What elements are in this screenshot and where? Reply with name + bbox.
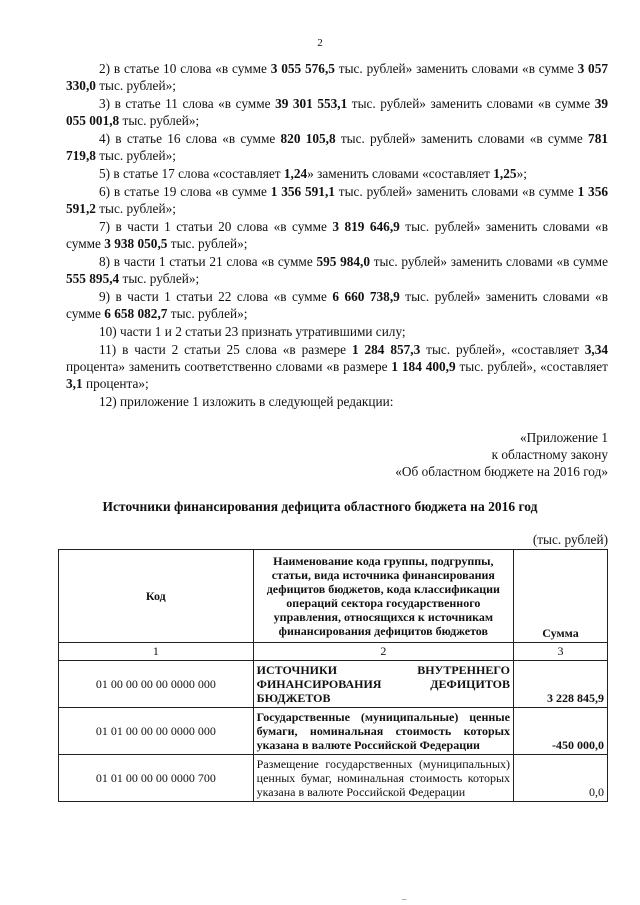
amendment-text: 8) в части 1 статьи 21 слова «в сумме [99, 254, 317, 269]
amount-value: 39 055 001,8 [66, 96, 609, 128]
amount-value: 3 938 050,5 [104, 236, 168, 251]
amount-value: 781 719,8 [66, 131, 608, 163]
header-name: Наименование кода группы, подгруппы, статьи, вида источника финансирования дефицитов бюджетов, кода классификации операций сектора государственного управления, относящихся к источникам финансирования дефицитов бюджетов [253, 550, 513, 643]
row-sum: 0,0 [514, 755, 608, 802]
amount-value: 1 356 591,2 [66, 184, 609, 216]
unit-label: (тыс. рублей) [532, 532, 608, 547]
row-name: ИСТОЧНИКИ ВНУТРЕННЕГО ФИНАНСИРОВАНИЯ ДЕФИЦИТОВ БЮДЖЕТОВ [253, 661, 513, 708]
amendment-text: »; [516, 166, 527, 181]
amendment-text: 11) в части 2 статьи 25 слова «в размере [99, 342, 352, 357]
amendment-text: тыс. рублей» заменить словами «в сумме [335, 131, 589, 146]
amendment-text: 4) в статье 16 слова «в сумме [99, 131, 281, 146]
amendment-text: 2) в статье 10 слова «в сумме [99, 61, 271, 76]
amendment-text: тыс. рублей», «составляет [455, 359, 608, 374]
amount-value: 6 658 082,7 [104, 306, 168, 321]
amendment-text: тыс. рублей»; [95, 201, 176, 216]
amendment-text: 7) в части 1 статьи 20 слова «в сумме [99, 219, 333, 234]
table-row [59, 661, 608, 708]
amendment-item [66, 253, 608, 287]
amendment-item [66, 183, 608, 217]
amendment-item [66, 218, 608, 252]
amount-value: 1 284 857,3 [351, 342, 421, 357]
appendix-line: «Приложение 1 [520, 430, 608, 445]
amount-value: 595 984,0 [316, 254, 371, 269]
amount-value: 1 356 591,1 [270, 184, 335, 199]
amendment-item [66, 393, 608, 410]
amount-value: 555 895,4 [66, 271, 120, 286]
row-code: 01 01 00 00 00 0000 700 [59, 755, 254, 802]
amendment-text: тыс. рублей» заменить словами «в сумме [66, 219, 608, 251]
appendix-line: к областному закону [491, 447, 608, 462]
amendment-text: тыс. рублей»; [119, 271, 200, 286]
amount-value: 39 301 553,1 [275, 96, 348, 111]
amendment-text: тыс. рублей» заменить словами «в сумме [347, 96, 595, 111]
amendment-text: процента»; [82, 376, 149, 391]
amendment-text: тыс. рублей»; [167, 236, 248, 251]
table-row [59, 708, 608, 755]
appendix-line: «Об областном бюджете на 2016 год» [395, 464, 608, 479]
amendment-text: 6) в статье 19 слова «в сумме [99, 184, 271, 199]
scan-mark: _ [402, 891, 407, 901]
amendment-text: 12) приложение 1 изложить в следующей редакции: [99, 394, 394, 409]
column-number: 1 [59, 643, 254, 661]
amendment-item [66, 95, 608, 129]
header-sum: Сумма [514, 550, 608, 643]
amendment-text: 3) в статье 11 слова «в сумме [99, 96, 276, 111]
amendment-text: процента» заменить соответственно словами «в размере [66, 359, 392, 374]
amount-value: 1,25 [493, 166, 517, 181]
amendment-item [66, 130, 608, 164]
page-number: 2 [317, 37, 323, 49]
row-name: Государственные (муниципальные) ценные бумаги, номинальная стоимость которых указана в валюте Российской Федерации [253, 708, 513, 755]
column-number-row [59, 643, 608, 661]
amount-value: 3 055 576,5 [270, 61, 335, 76]
amount-value: 1,24 [283, 166, 308, 181]
table-row [59, 755, 608, 802]
amendments-list [66, 60, 608, 411]
amount-value: 3 819 646,9 [332, 219, 400, 234]
row-code: 01 01 00 00 00 0000 000 [59, 708, 254, 755]
row-code: 01 00 00 00 00 0000 000 [59, 661, 254, 708]
amendment-text: тыс. рублей» заменить словами «в сумме [370, 254, 608, 269]
amendment-text: тыс. рублей» заменить словами «в сумме [66, 289, 608, 321]
amendment-text: тыс. рублей»; [95, 78, 176, 93]
amendment-text: тыс. рублей» заменить словами «в сумме [334, 61, 578, 76]
amendment-item [66, 323, 608, 340]
row-name: Размещение государственных (муниципальных) ценных бумаг, номинальная стоимость которых указана в валюте Российской Федерации [253, 755, 513, 802]
amendment-text: 5) в статье 17 слова «составляет [99, 166, 284, 181]
amount-value: 820 105,8 [280, 131, 336, 146]
amendment-item [66, 165, 608, 182]
amendment-item [66, 341, 608, 392]
amount-value: 6 660 738,9 [332, 289, 400, 304]
column-number: 2 [253, 643, 513, 661]
amendment-text: 9) в части 1 статьи 22 слова «в сумме [99, 289, 333, 304]
amendment-text: тыс. рублей»; [167, 306, 248, 321]
appendix-reference [308, 429, 608, 480]
amendment-text: тыс. рублей»; [95, 148, 176, 163]
row-sum: -450 000,0 [514, 708, 608, 755]
amount-value: 3,1 [66, 376, 83, 391]
document-title: Источники финансирования дефицита областного бюджета на 2016 год [102, 499, 538, 514]
amendment-text: тыс. рублей» заменить словами «в сумме [334, 184, 578, 199]
financing-sources-table [58, 549, 608, 802]
amount-value: 3,34 [584, 342, 608, 357]
amendment-item [66, 288, 608, 322]
amount-value: 3 057 330,0 [66, 61, 609, 93]
amendment-text: тыс. рублей»; [119, 113, 200, 128]
row-sum: 3 228 845,9 [514, 661, 608, 708]
amendment-item [66, 60, 608, 94]
amount-value: 1 184 400,9 [391, 359, 456, 374]
amendment-text: тыс. рублей», «составляет [420, 342, 585, 357]
column-number: 3 [514, 643, 608, 661]
header-code: Код [59, 550, 254, 643]
table-header-row [59, 550, 608, 643]
amendment-text: » заменить словами «составляет [307, 166, 494, 181]
amendment-text: 10) части 1 и 2 статьи 23 признать утратившими силу; [99, 324, 406, 339]
